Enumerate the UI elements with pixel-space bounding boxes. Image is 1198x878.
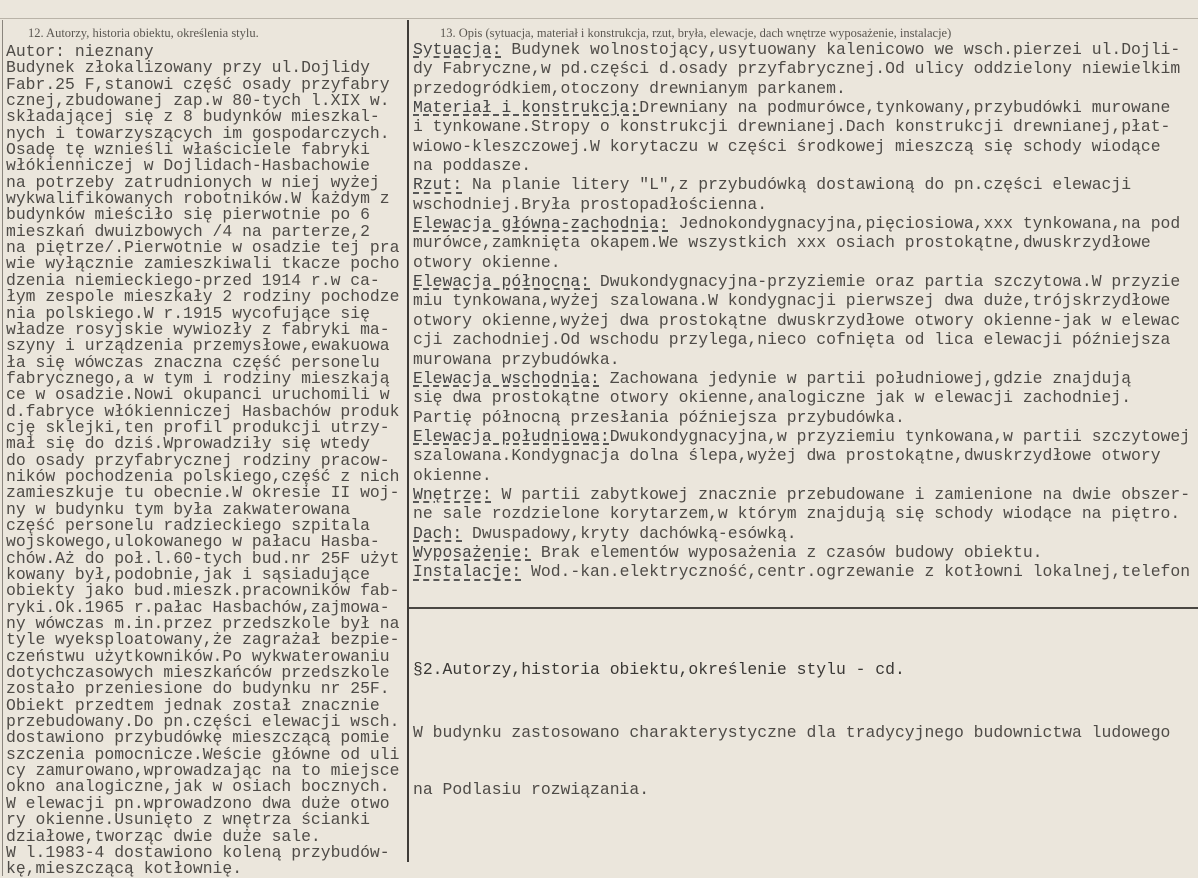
section-text: Jednokondygnacyjna,pięciosiowa,xxx tynkowana,na pod (668, 214, 1181, 234)
section-text: otwory okienne,wyżej dwa prostokątne dwuskrzydłowe otwory okienne-jak w elewac (413, 310, 1181, 330)
section-heading: Dach: (413, 523, 463, 543)
section-line (413, 350, 1190, 369)
history-line: ce w osadzie.Nowi okupanci uruchomili w (6, 385, 390, 405)
section-text: się dwa prostokątne otwory okienne,analogiczne jak w elewacji zachodniej. (413, 388, 1132, 408)
section-text: okienne. (413, 465, 492, 485)
section-heading: Instalacje: (413, 562, 522, 582)
history-line: szyny i urządzenia przemysłowe,ewakuowa (6, 336, 390, 356)
history-line: W l.1983-4 dostawiono koleną przybudów- (6, 842, 390, 862)
section-heading: Elewacja główna-zachodnia: (413, 214, 669, 234)
history-line: zostało przeniesione do budynku nr 25F. (6, 679, 390, 699)
section-text: na poddasze. (413, 156, 532, 176)
section-13-header: 13. Opis (sytuacja, materiał i konstrukcja, rzut, bryła, elewacje, dach wnętrze wyposażenie, instalacje) (440, 26, 952, 40)
history-line: przebudowany.Do pn.części elewacji wsch. (6, 712, 400, 732)
section-line (413, 195, 1190, 214)
section-line (413, 137, 1190, 156)
section-heading: Wyposażenie: (413, 542, 532, 562)
history-line: część personelu radzieckiego szpitala (6, 515, 370, 535)
continuation-block (413, 622, 1170, 818)
section-text: szalowana.Kondygnacja dolna ślepa,wyżej dwa prostokątne,dwuskrzydłowe otwory (413, 446, 1161, 466)
section-line (413, 272, 1190, 291)
section-text: wiowo-kleszczowej.W korytaczu w części środkowej mieszczą się schody wiodące (413, 136, 1161, 156)
history-line: łym zespole mieszkały 2 rodziny pochodze (6, 287, 400, 307)
history-line: wykwalifikowanych robotników.W każdym z (6, 189, 390, 209)
section-line (413, 562, 1190, 581)
history-line: chów.Aż do poł.l.60-tych bud.nr 25F użyt (6, 548, 400, 568)
section-line (413, 79, 1190, 98)
history-line: fabrycznego,a w tym i rodziny mieszkają (6, 368, 390, 388)
section-line (413, 369, 1190, 388)
history-line: do osady przyfabrycznej rodziny pracow- (6, 450, 390, 470)
section-line (413, 524, 1190, 543)
history-line: cznej,zbudowanej zap.w 80-tych l.XIX w. (6, 91, 390, 111)
history-line: ła się wówczas znaczna część personelu (6, 352, 380, 372)
history-line: W elewacji pn.wprowadzono dwa duże otwo (6, 793, 390, 813)
history-line: ników pochodzenia polskiego,część z nich (6, 466, 400, 486)
section-line (413, 543, 1190, 562)
section-text: Dwukondygnacyjna-przyziemie oraz partia szczytowa.W przyzie (590, 272, 1181, 292)
section-heading: Elewacja południowa: (413, 426, 610, 446)
history-line: dostawiono przybudówkę mieszczącą pomie (6, 728, 390, 748)
section-line (413, 156, 1190, 175)
history-line: składającej się z 8 budynków mieszkal- (6, 107, 380, 127)
history-line: Budynek złokalizowany przy ul.Dojlidy (6, 58, 370, 78)
history-line: Obiekt przedtem jednak został znacznie (6, 695, 380, 715)
section-line (413, 485, 1190, 504)
history-line: na piętrze/.Pierwotnie w osadzie tej pra (6, 238, 400, 258)
section-line (413, 233, 1190, 252)
history-line: obiekty jako bud.mieszk.pracowników fab- (6, 581, 400, 601)
history-line: ry okienne.Usunięto z wnętrza ścianki (6, 810, 370, 830)
section-text: Budynek wolnostojący,usytuowany kalenicowo we wsch.pierzei ul.Dojli- (501, 40, 1181, 59)
history-line: Autor: nieznany (6, 42, 154, 61)
section-text: i tynkowane.Stropy o konstrukcji drewnianej.Dach konstrukcji drewnianej,płat- (413, 117, 1171, 137)
section-text: Wod.-kan.elektryczność,centr.ogrzewanie z kotłowni lokalnej,telefon (521, 562, 1191, 582)
history-line: czeństwu użytkowników.Po wykwaterowaniu (6, 646, 390, 666)
history-line: okno analogiczne,jak w osiach bocznych. (6, 777, 390, 797)
section-line (413, 98, 1190, 117)
section-line (413, 504, 1190, 523)
section-heading: Wnętrze: (413, 484, 492, 504)
history-line: szczenia pomocnicze.Weście główne od uli (6, 744, 400, 764)
section-text: Drewniany na podmurówce,tynkowany,przybudówki murowane (639, 98, 1171, 118)
section-text: przedogródkiem,otoczony drewnianym parkanem. (413, 78, 846, 98)
history-line: dzenia niemieckiego-przed 1914 r.w ca- (6, 270, 380, 290)
section-text: wschodniej.Bryła prostopadłościenna. (413, 194, 768, 214)
section-line (413, 40, 1190, 59)
section-line (413, 253, 1190, 272)
section-text: Dwukondygnacyjna,w przyziemiu tynkowana,w partii szczytowej (609, 426, 1191, 446)
section-heading: Rzut: (413, 175, 463, 195)
history-line: kowany był,podobnie,jak i sąsiadujące (6, 565, 370, 584)
section-text: Partię północną przesłania późniejsza przybudówka. (413, 407, 905, 427)
section-heading: Materiał i konstrukcja: (413, 98, 640, 118)
history-line: budynków mieściło się pierwotnie po 6 (6, 205, 370, 225)
section-line (413, 427, 1190, 446)
continuation-title: §2.Autorzy,historia obiektu,określenie stylu - cd. (413, 660, 905, 679)
section-line (413, 117, 1190, 136)
history-line: tyle wyeksploatowany,że zagrażał bezpie- (6, 630, 400, 650)
history-line: kę,mieszczącą kotłownię. (6, 859, 243, 878)
section-text: Na planie litery "L",z przybudówką dostawioną do pn.części elewacji (462, 175, 1132, 195)
section-text: Dwuspadowy,kryty dachówką-esówką. (462, 523, 797, 543)
section-text: miu tynkowana,wyżej szalowana.W kondygnacji pierwszej dwa duże,trójskrzydłowe (413, 291, 1171, 311)
section-text: murowana przybudówka. (413, 349, 620, 369)
section-line (413, 59, 1190, 78)
section-divider (409, 607, 1198, 609)
continuation-line: W budynku zastosowano charakterystyczne dla tradycyjnego budownictwa ludowego (413, 723, 1171, 742)
history-line: nia polskiego.W r.1915 wycofujące się (6, 303, 370, 323)
section-text: cji zachodniej.Od wschodu przylega,nieco cofnięta od lica elewacji późniejsza (413, 330, 1171, 350)
history-line: Fabr.25 F,stanowi część osady przyfabry (6, 74, 390, 94)
description-text (413, 40, 1190, 582)
section-line (413, 408, 1190, 427)
history-line: działowe,tworząc dwie duże sale. (6, 826, 321, 846)
continuation-line: na Podlasiu rozwiązania. (413, 780, 650, 799)
section-text: otwory okienne. (413, 252, 561, 272)
section-text: Brak elementów wyposażenia z czasów budowy obiektu. (531, 542, 1043, 562)
section-text: ne sale rozdzielone korytarzem,w którym znajdują się schody wiodące na piętro. (413, 504, 1181, 524)
section-line (413, 446, 1190, 465)
section-heading: Elewacja północna: (413, 272, 591, 292)
section-line (413, 388, 1190, 407)
history-line: ny w budynku tym była zakwaterowana (6, 499, 351, 519)
history-line: władze rosyjskie wywiozły z fabryki ma- (6, 319, 390, 339)
history-line: cję sklejki,ten profil produkcji utrzy- (6, 417, 390, 437)
history-line: d.fabryce włókienniczej Hasbachów produk (6, 401, 400, 421)
section-line (413, 311, 1190, 330)
history-line: ryki.Ok.1965 r.pałac Hasbachów,zajmowa- (6, 597, 390, 617)
section-12-header: 12. Autorzy, historia obiektu, określenia stylu. (28, 26, 259, 40)
section-line (413, 214, 1190, 233)
history-line: na potrzeby zatrudnionych w niej wyżej (6, 172, 380, 192)
section-line (413, 291, 1190, 310)
history-line: dotychczasowych mieszkańców przedszkole (6, 663, 390, 683)
history-line: wojskowego,ulokowanego w pałacu Hasba- (6, 532, 380, 552)
section-line (413, 175, 1190, 194)
history-line: Osadę tę wznieśli właściciele fabryki (6, 140, 370, 160)
top-border (0, 18, 1198, 19)
section-text: murówce,zamknięta okapem.We wszystkich xxx osiach prostokątne,dwuskrzydłowe (413, 233, 1151, 253)
history-line: zamieszkuje tu obecnie.W okresie II woj- (6, 483, 400, 503)
history-line: mał się do dziś.Wprowadziły się wtedy (6, 434, 370, 454)
section-text: Zachowana jedynie w partii południowej,gdzie znajdują (599, 368, 1132, 388)
history-text (6, 44, 399, 878)
section-text: dy Fabryczne,w pd.części d.osady przyfabrycznej.Od ulicy oddzielony niewielkim (413, 59, 1181, 79)
history-line: cy zamurowano,wprowadzając na to miejsce (6, 761, 400, 781)
section-text: W partii zabytkowej znacznie przebudowane i zamienione na dwie obszer- (491, 484, 1191, 504)
left-border (2, 20, 3, 876)
section-line (413, 466, 1190, 485)
history-line: nych i towarzyszących im gospodarczych. (6, 123, 390, 143)
history-line: ny wówczas m.in.przez przedszkole był na (6, 614, 400, 634)
history-line: wie wyłącznie zamieszkiwali tkacze pocho (6, 254, 400, 274)
history-line: mieszkań dwuizbowych /4 na parterze,2 (6, 221, 370, 241)
section-line (413, 330, 1190, 349)
section-heading: Elewacja wschodnia: (413, 368, 600, 388)
history-line: włókienniczej w Dojlidach-Hasbachowie (6, 156, 370, 176)
section-heading: Sytuacja: (413, 40, 502, 59)
column-divider (407, 20, 409, 862)
